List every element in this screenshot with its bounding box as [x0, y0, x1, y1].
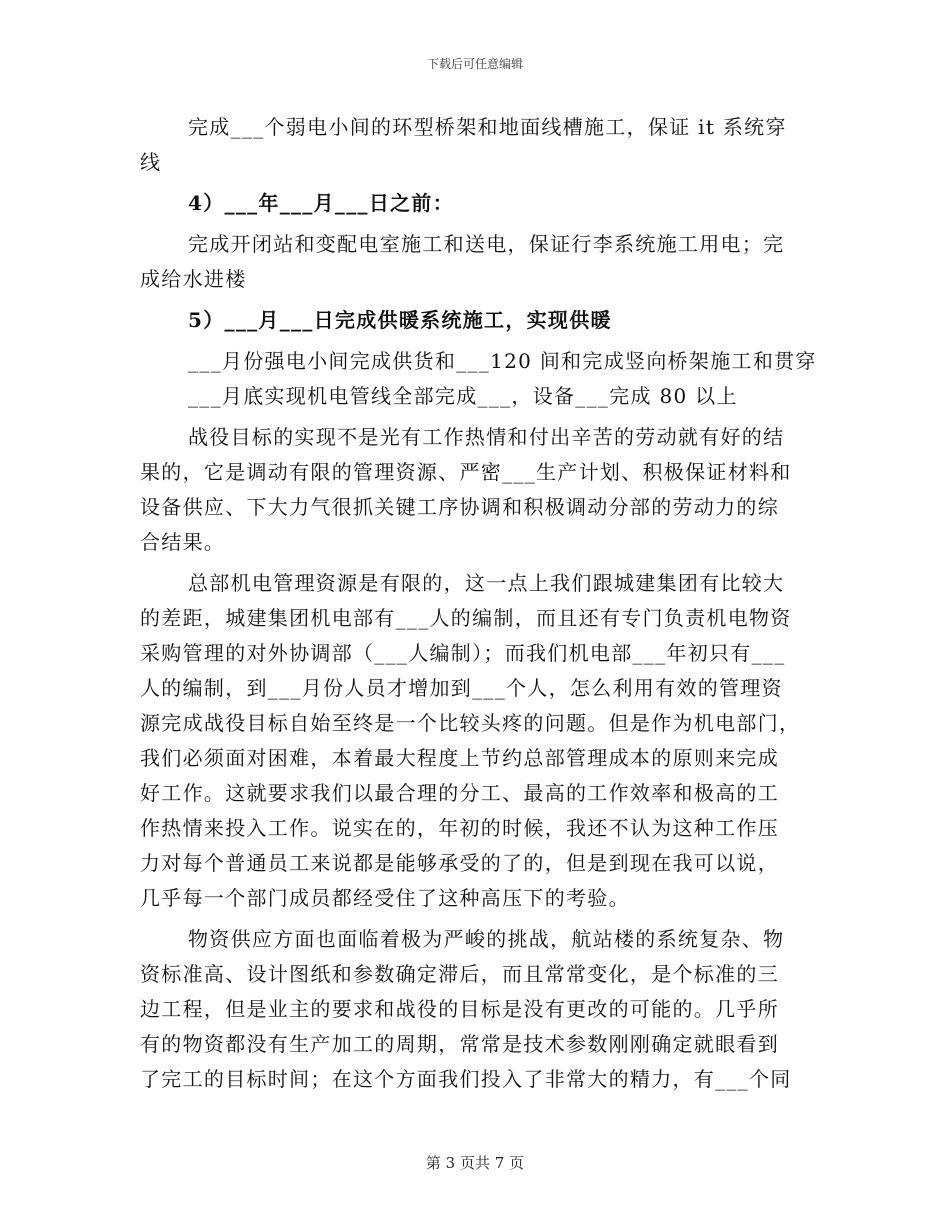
text-line: 人的编制，到___月份人员才增加到___个人，怎么利用有效的管理资: [140, 676, 783, 700]
text-line: 几乎每一个部门成员都经受住了这种高压下的考验。: [140, 886, 630, 910]
text-line: 源完成战役目标自始至终是一个比较头疼的问题。但是作为机电部门，: [140, 711, 801, 735]
text-line: 作热情来投入工作。说实在的，年初的时候，我还不认为这种工作压: [140, 816, 779, 840]
page-footer: 第 3 页共 7 页: [425, 1154, 525, 1172]
text-line: ___月底实现机电管线全部完成___，设备___完成 80 以上: [188, 384, 738, 408]
document-body: [140, 110, 817, 1097]
text-line: 力对每个普通员工来说都是能够承受的了的，但是到现在我可以说，: [140, 851, 779, 875]
page-header: 下载后可任意编辑: [426, 57, 523, 71]
text-line: 了完工的目标时间；在这个方面我们投入了非常大的精力，有___个同: [140, 1067, 792, 1091]
text-line: 果的，它是调动有限的管理资源、严密___生产计划、积极保证材料和: [140, 460, 792, 484]
text-line: 的差距，城建集团机电部有___人的编制，而且还有专门负责机电物资: [140, 606, 792, 630]
text-line: 设备供应、下大力气很抓关键工序协调和积极调动分部的劳动力的综: [140, 495, 779, 519]
text-line: 资标准高、设计图纸和参数确定滞后，而且常常变化，是个标准的三: [140, 962, 779, 986]
text-line: 采购管理的对外协调部（___人编制）；而我们机电部___年初只有___: [140, 641, 786, 665]
text-line: 我们必须面对困难，本着最大程度上节约总部管理成本的原则来完成: [140, 746, 779, 770]
text-line: 物资供应方面也面临着极为严峻的挑战，航站楼的系统复杂、物: [188, 927, 785, 951]
text-line: 好工作。这就要求我们以最合理的分工、最高的工作效率和极高的工: [140, 781, 779, 805]
text-line: 有的物资都没有生产加工的周期，常常是技术参数刚刚确定就眼看到: [140, 1032, 779, 1056]
text-line: 战役目标的实现不是光有工作热情和付出辛苦的劳动就有好的结: [188, 425, 785, 449]
text-line: 完成开闭站和变配电室施工和送电，保证行李系统施工用电；完: [188, 232, 785, 256]
text-line: 完成___个弱电小间的环型桥架和地面线槽施工，保证 it 系统穿: [188, 115, 787, 139]
text-line: 合结果。: [140, 530, 226, 554]
text-line: 边工程，但是业主的要求和战役的目标是没有更改的可能的。几乎所: [140, 997, 779, 1021]
text-line: 成给水进楼: [140, 267, 247, 291]
section-heading: 5）___月___日完成供暖系统施工，实现供暖: [188, 308, 612, 332]
text-line: 线: [140, 150, 162, 174]
text-line: ___月份强电小间完成供货和___120 间和完成竖向桥架施工和贯穿: [188, 349, 817, 373]
text-line: 总部机电管理资源是有限的，这一点上我们跟城建集团有比较大: [188, 571, 785, 595]
section-heading: 4）___年___月___日之前：: [188, 191, 455, 215]
